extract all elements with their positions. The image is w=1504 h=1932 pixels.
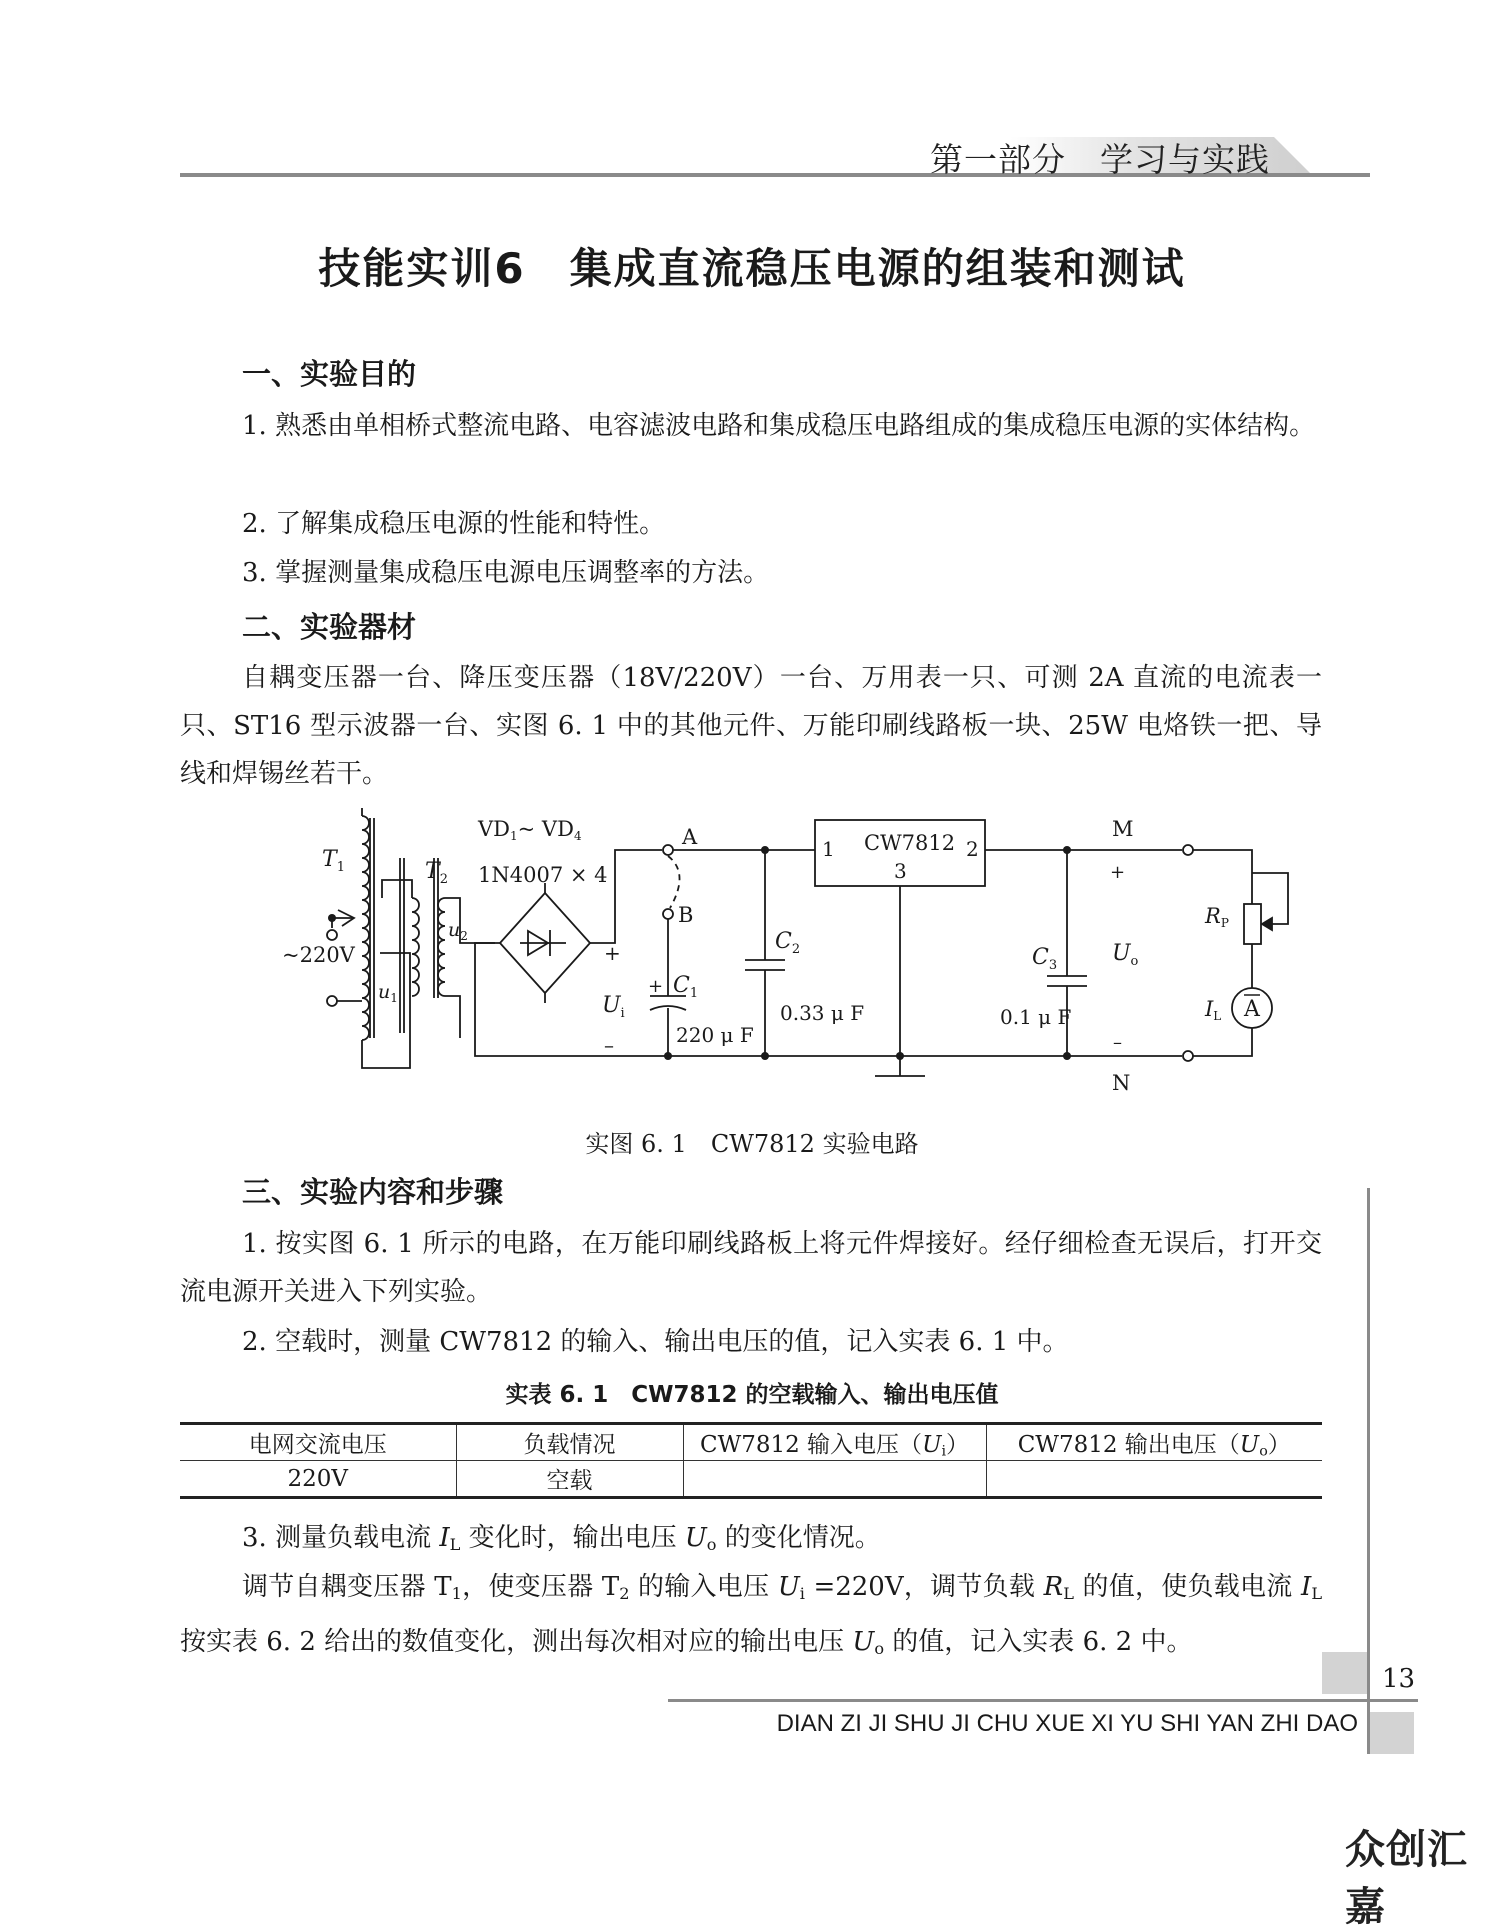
label-ac-input: ~220V (282, 943, 355, 967)
section-heading-equipment: 二、实验器材 (242, 610, 417, 644)
label-c3-value: 0.1 μ F (1000, 1005, 1072, 1029)
objective-item-2: 2. 了解集成稳压电源的性能和特性。 (242, 509, 666, 539)
label-pin-b: B (678, 903, 694, 927)
procedure-step-3: 3. 测量负载电流 $I_L$ 变化时，输出电压 $U_o$ 的变化情况。 (242, 1523, 881, 1555)
objective-item-1: 1. 熟悉由单相桥式整流电路、电容滤波电路和集成稳压电路组成的集成稳压电源的实体结构。 (242, 411, 1316, 441)
footer-vertical-rule (1367, 1188, 1370, 1754)
ammeter-glyph: A (1244, 997, 1260, 1022)
label-t2: $T_2$ (425, 859, 448, 887)
label-diode-model: 1N4007 × 4 (478, 863, 608, 887)
running-header: 第一部分 学习与实践 (930, 140, 1270, 179)
label-minus: – (604, 1033, 614, 1057)
table-cell: 220V (180, 1461, 456, 1498)
procedure-step-2: 2. 空载时，测量 CW7812 的输入、输出电压的值，记入实表 6. 1 中。 (242, 1327, 1069, 1357)
footer-shade-box (1370, 1712, 1414, 1754)
procedure-step-3-detail: 调节自耦变压器 $T_1$，使变压器 $T_2$ 的输入电压 $U_i =220V$，调节负载 $R_L$ 的值，使负载电流 $I_L$ 按实表 6. 2 给出的数值变化，测出每次相对应的输出电压 $U_o$ 的值，记入实表 6. 2 中。 (180, 1572, 1323, 1659)
table-header-cell: 负载情况 (456, 1424, 683, 1461)
objective-item-3: 3. 掌握测量集成稳压电源电压调整率的方法。 (242, 558, 770, 588)
procedure-step-1: 1. 按实图 6. 1 所示的电路，在万能印刷线路板上将元件焊接好。经仔细检查无误后，打开交流电源开关进入下列实验。 (180, 1229, 1322, 1307)
footer-rule (668, 1699, 1418, 1702)
label-c2: $C_2$ (775, 929, 801, 957)
page-number: 13 (1382, 1664, 1416, 1694)
label-c1-value: 220 μ F (676, 1023, 754, 1047)
label-uo-minus: – (1113, 1032, 1122, 1053)
label-c1: $C_1$ (673, 973, 699, 1001)
label-uo: $U_o$ (1112, 941, 1139, 969)
label-rp: RP (1205, 904, 1229, 930)
label-regulator: CW7812 (864, 831, 956, 855)
label-u1: $u_1$ (378, 981, 398, 1005)
label-uo-plus: + (1110, 862, 1126, 883)
label-pin-3: 3 (894, 859, 907, 883)
table-header-cell: 电网交流电压 (180, 1424, 456, 1461)
table-cell (683, 1461, 986, 1498)
section-heading-procedure: 三、实验内容和步骤 (242, 1175, 504, 1209)
label-c3: $C_3$ (1032, 945, 1058, 973)
label-u2: $u_2$ (448, 919, 468, 943)
t1-winding (362, 816, 369, 1040)
section-heading-objectives: 一、实验目的 (242, 357, 417, 391)
data-table-6-1 (180, 1422, 1322, 1499)
label-node-n: N (1112, 1071, 1131, 1095)
table-cell (986, 1461, 1322, 1498)
label-plus: + (604, 941, 621, 965)
potentiometer-rp (1244, 904, 1261, 944)
page-title: 技能实训6 集成直流稳压电源的组装和测试 (318, 244, 1186, 293)
label-il: IL (1205, 997, 1222, 1023)
table-header-cell: CW7812 输出电压$(U_o)$ (986, 1424, 1322, 1461)
label-pin-2: 2 (966, 837, 979, 861)
figure-caption: 实图 6. 1 CW7812 实验电路 (585, 1130, 919, 1158)
label-t1: $T_1$ (322, 847, 345, 875)
switch-arm (668, 856, 680, 908)
watermark: 众创汇嘉 (1345, 1827, 1468, 1930)
label-c2-value: 0.33 μ F (780, 1001, 865, 1025)
label-c1-plus: + (648, 976, 664, 997)
circuit-diagram (270, 798, 1260, 1095)
footer-shade-box (1322, 1652, 1367, 1694)
table-caption: 实表 6. 1 CW7812 的空载输入、输出电压值 (505, 1382, 999, 1408)
table-header-row (180, 1424, 1322, 1461)
t2-primary (412, 898, 419, 996)
label-pin-1: 1 (822, 837, 835, 861)
table-header-cell: CW7812 输入电压$(U_i)$ (683, 1424, 986, 1461)
label-ui: $U_i$ (602, 993, 625, 1021)
label-node-m: M (1112, 817, 1134, 841)
running-footer: DIAN ZI JI SHU JI CHU XUE XI YU SHI YAN ZHI DAO (776, 1710, 1358, 1737)
label-diodes: VD1~ VD4 (478, 817, 582, 843)
label-pin-a: A (682, 825, 698, 849)
t2-secondary (438, 898, 445, 996)
equipment-paragraph: 自耦变压器一台、降压变压器（18V/220V）一台、万用表一只、可测 2A 直流的电流表一只、ST16 型示波器一台、实图 6. 1 中的其他元件、万能印刷线路板一块、25W 电烙铁一把、导线和焊锡丝若干。 (180, 663, 1322, 789)
table-cell: 空载 (456, 1461, 683, 1498)
table-row (180, 1461, 1322, 1498)
